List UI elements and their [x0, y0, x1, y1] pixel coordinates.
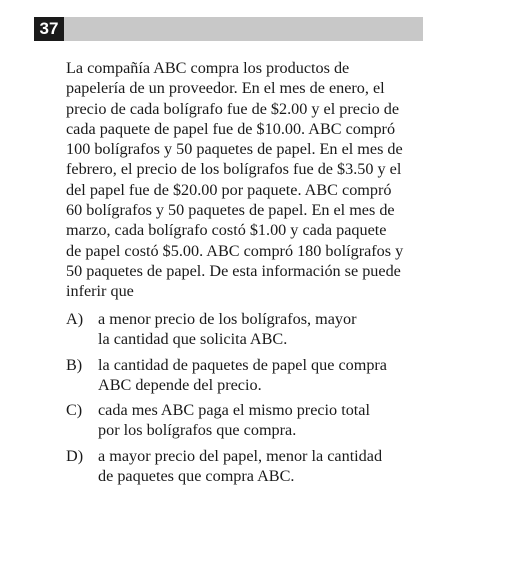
- option-text: [98, 309, 426, 350]
- option-letter: D): [66, 446, 84, 465]
- option-b[interactable]: [66, 355, 426, 396]
- option-letter: B): [66, 355, 83, 374]
- option-line: cada mes ABC paga el mismo precio total: [98, 401, 370, 420]
- question-number: 37: [34, 17, 64, 41]
- option-line: a mayor precio del papel, menor la cantidad: [98, 446, 383, 465]
- option-line: a menor precio de los bolígrafos, mayor: [98, 310, 357, 328]
- option-c[interactable]: [66, 400, 426, 441]
- option-line: ABC depende del precio.: [98, 375, 262, 394]
- option-line: por los bolígrafos que compra.: [98, 421, 297, 440]
- answer-options: [66, 309, 426, 491]
- stem-line: 60 bolígrafos y 50 paquetes de papel. En el mes de: [66, 201, 395, 220]
- option-text: [98, 446, 426, 487]
- stem-line: La compañía ABC compra los productos de: [66, 59, 350, 77]
- option-d[interactable]: [66, 446, 426, 487]
- stem-line: 100 bolígrafos y 50 paquetes de papel. En el mes de: [66, 140, 403, 159]
- stem-line: inferir que: [66, 282, 134, 301]
- option-letter: A): [66, 310, 84, 328]
- option-line: de paquetes que compra ABC.: [98, 467, 295, 486]
- option-letter: C): [66, 401, 83, 420]
- stem-line: 50 paquetes de papel. De esta información se puede: [66, 261, 401, 280]
- option-line: la cantidad de paquetes de papel que compra: [98, 355, 387, 374]
- stem-line: de papel costó $5.00. ABC compró 180 bolígrafos y: [66, 241, 404, 260]
- stem-line: cada paquete de papel fue de $10.00. ABC compró: [66, 119, 396, 138]
- stem-line: del papel fue de $20.00 por paquete. ABC compró: [66, 180, 392, 199]
- option-text: [98, 400, 426, 441]
- stem-line: precio de cada bolígrafo fue de $2.00 y el precio de: [66, 99, 400, 118]
- option-text: [98, 355, 426, 396]
- option-a[interactable]: [66, 309, 426, 350]
- question-stem: [66, 58, 426, 302]
- question-header-bar: [34, 17, 423, 41]
- stem-line: papelería de un proveedor. En el mes de enero, el: [66, 79, 385, 98]
- option-line: la cantidad que solicita ABC.: [98, 330, 288, 349]
- stem-line: marzo, cada bolígrafo costó $1.00 y cada paquete: [66, 221, 387, 240]
- stem-line: febrero, el precio de los bolígrafos fue de $3.50 y el: [66, 160, 402, 179]
